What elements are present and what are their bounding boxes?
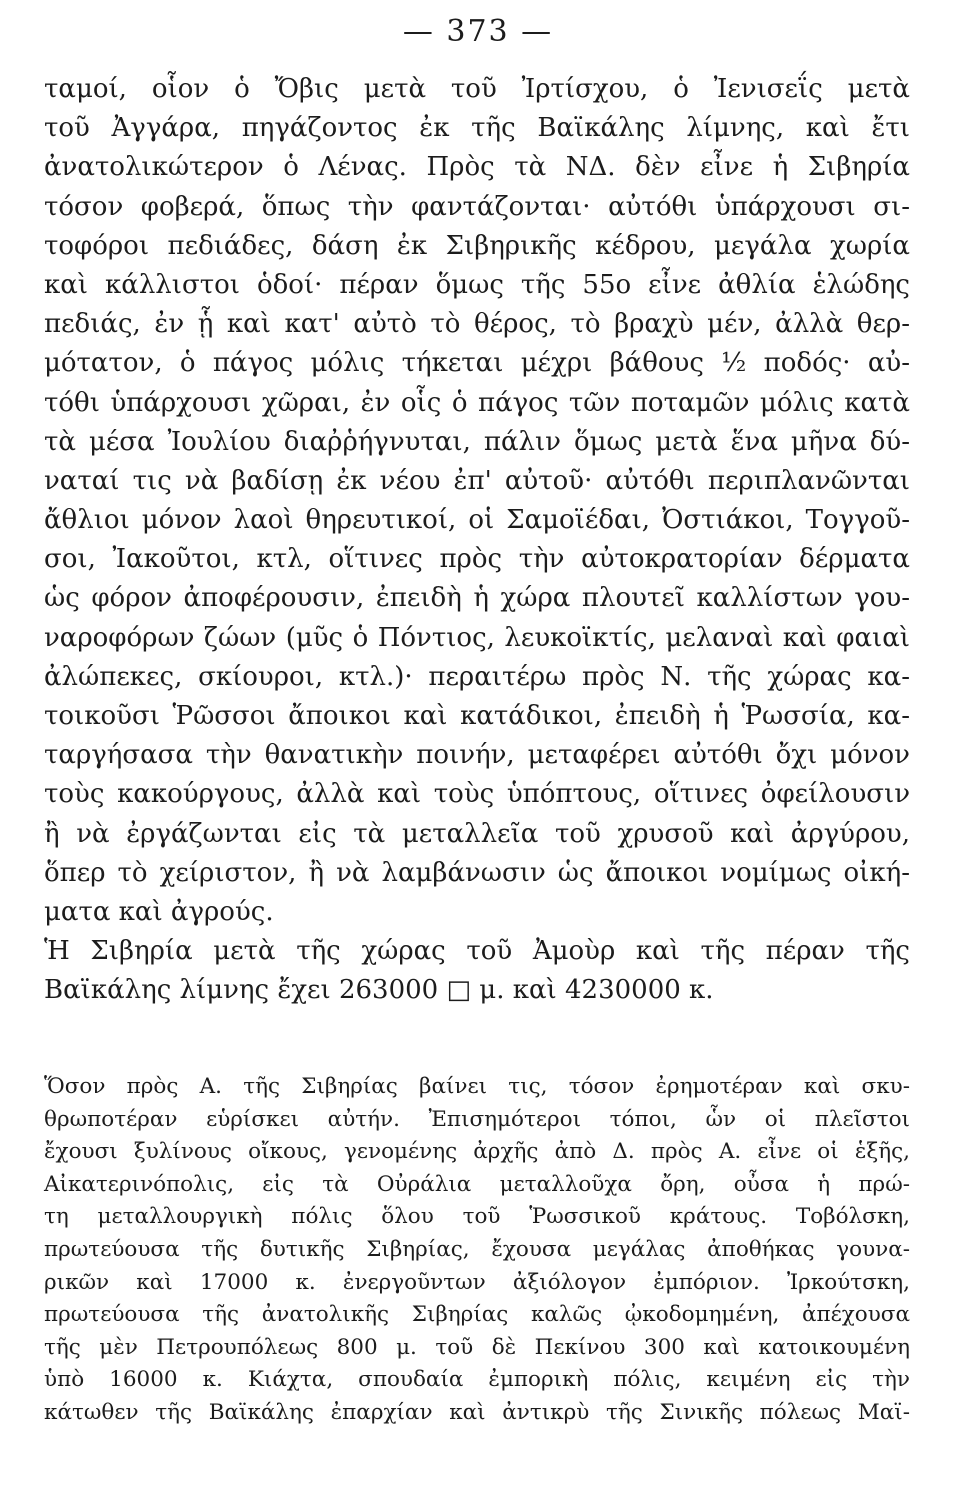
text-line: Ἡ Σιβηρία μετὰ τῆς χώρας τοῦ Ἀμοὺρ καὶ τῆς πέραν τῆς [44, 936, 910, 967]
text-line: πεδιάς, ἐν ᾗ καὶ κατ' αὐτὸ τὸ θέρος, τὸ βραχὺ μέν, ἀλλὰ θερ- [44, 309, 910, 340]
small-text-line: τη μεταλλουργικὴ πόλις ὅλου τοῦ Ῥωσσικοῦ κράτους. Τοβόλσκη, [44, 1204, 910, 1230]
small-text-line: Ὅσον πρὸς Α. τῆς Σιβηρίας βαίνει τις, τόσον ἐρημοτέραν καὶ σκυ- [44, 1074, 910, 1099]
text-line: ταργήσασα τὴν θανατικὴν ποινήν, μεταφέρει αὐτόθι ὄχι μόνον [44, 740, 910, 771]
small-text-line: πρωτεύουσα τῆς ἀνατολικῆς Σιβηρίας καλῶς ᾠκοδομημένη, ἀπέχουσα [44, 1302, 910, 1328]
text-line: ναταί τις νὰ βαδίσῃ ἐκ νέου ἐπ' αὐτοῦ· αὐτόθι περιπλανῶνται [44, 465, 910, 496]
text-line: ἢ νὰ ἐργάζωνται εἰς τὰ μεταλλεῖα τοῦ χρυσοῦ καὶ ἀργύρου, [44, 818, 910, 849]
text-line: ὡς φόρον ἀποφέρουσιν, ἐπειδὴ ἡ χώρα πλουτεῖ καλλίστων γου- [44, 583, 910, 614]
text-line: ταμοί, οἷον ὁ Ὄβις μετὰ τοῦ Ἰρτίσχου, ὁ Ἰενισεΐς μετὰ [44, 74, 910, 104]
small-print-text [44, 1071, 910, 1430]
small-text-line: κάτωθεν τῆς Βαϊκάλης ἐπαρχίαν καὶ ἀντικρὺ τῆς Σινικῆς πόλεως Μαϊ- [44, 1399, 910, 1425]
text-line: τοὺς κακούργους, ἀλλὰ καὶ τοὺς ὑπόπτους, οἵτινες ὀφείλουσιν [44, 779, 910, 810]
text-line: ματα καὶ ἀγρούς. [44, 896, 274, 927]
text-line: ὅπερ τὸ χείριστον, ἢ νὰ λαμβάνωσιν ὡς ἄποικοι νομίμως οἰκή- [44, 857, 910, 888]
text-line: ἀλώπεκες, σκίουροι, κτλ.)· περαιτέρω πρὸς Ν. τῆς χώρας κα- [44, 661, 910, 692]
text-line: τόθι ὑπάρχουσι χῶραι, ἐν οἷς ὁ πάγος τῶν ποταμῶν μόλις κατὰ [44, 387, 910, 418]
text-line: τοφόροι πεδιάδες, δάση ἐκ Σιβηρικῆς κέδρου, μεγάλα χωρία [44, 230, 910, 261]
text-line: σοι, Ἰακοῦτοι, κτλ, οἵτινες πρὸς τὴν αὐτοκρατορίαν δέρματα [44, 544, 910, 575]
text-line: Βαϊκάλης λίμνης ἔχει 263000 □ μ. καὶ 4230000 κ. [44, 975, 714, 1006]
small-text-line: ρικῶν καὶ 17000 κ. ἐνεργοῦντων ἀξιόλογον ἐμπόριον. Ἰρκούτσκη, [44, 1269, 910, 1295]
text-line: τοῦ Ἀγγάρα, πηγάζοντος ἐκ τῆς Βαϊκάλης λίμνης, καὶ ἔτι [44, 113, 910, 144]
text-line: τὰ μέσα Ἰουλίου διαῤῥήγνυται, πάλιν ὅμως μετὰ ἕνα μῆνα δύ- [44, 426, 910, 457]
text-line: ναροφόρων ζώων (μῦς ὁ Πόντιος, λευκοϊκτίς, μελαναὶ καὶ φαιαὶ [44, 622, 910, 653]
small-text-line: ὑπὸ 16000 κ. Κιάχτα, σπουδαία ἐμπορικὴ πόλις, κειμένη εἰς τὴν [44, 1367, 910, 1393]
main-text [44, 70, 910, 1011]
text-line: καὶ κάλλιστοι ὁδοί· πέραν ὅμως τῆς 55ο εἶνε ἀθλία ἑλώδης [44, 269, 910, 300]
text-line: τόσον φοβερά, ὅπως τὴν φαντάζονται· αὐτόθι ὑπάρχουσι σι- [44, 191, 910, 222]
text-line: ἀνατολικώτερον ὁ Λένας. Πρὸς τὰ ΝΔ. δὲν εἶνε ἡ Σιβηρία [44, 152, 910, 183]
small-text-line: τῆς μὲν Πετρουπόλεως 800 μ. τοῦ δὲ Πεκίνου 300 καὶ κατοικουμένη [44, 1334, 910, 1360]
text-line: τοικοῦσι Ῥῶσσοι ἄποικοι καὶ κατάδικοι, ἐπειδὴ ἡ Ῥωσσία, κα- [44, 701, 910, 731]
text-line: ἄθλιοι μόνον λαοὶ θηρευτικοί, οἱ Σαμοϊέδαι, Ὀστιάκοι, Τογγοῦ- [44, 505, 910, 536]
page-number: — 373 — [402, 14, 554, 49]
small-text-line: πρωτεύουσα τῆς δυτικῆς Σιβηρίας, ἔχουσα μεγάλας ἀποθήκας γουνα- [44, 1236, 910, 1262]
text-line: μότατον, ὁ πάγος μόλις τήκεται μέχρι βάθους ½ ποδός· αὐ- [44, 348, 910, 379]
small-text-line: ἔχουσι ξυλίνους οἴκους, γενομένης ἀρχῆς ἀπὸ Δ. πρὸς Α. εἶνε οἱ ἑξῆς, [44, 1139, 910, 1165]
small-text-line: Αἰκατερινόπολις, εἰς τὰ Οὐράλια μεταλλοῦχα ὄρη, οὖσα ἡ πρώ- [44, 1171, 910, 1197]
small-text-line: θρωποτέραν εὑρίσκει αὐτήν. Ἐπισημότεροι τόποι, ὧν οἱ πλεῖστοι [44, 1106, 910, 1132]
